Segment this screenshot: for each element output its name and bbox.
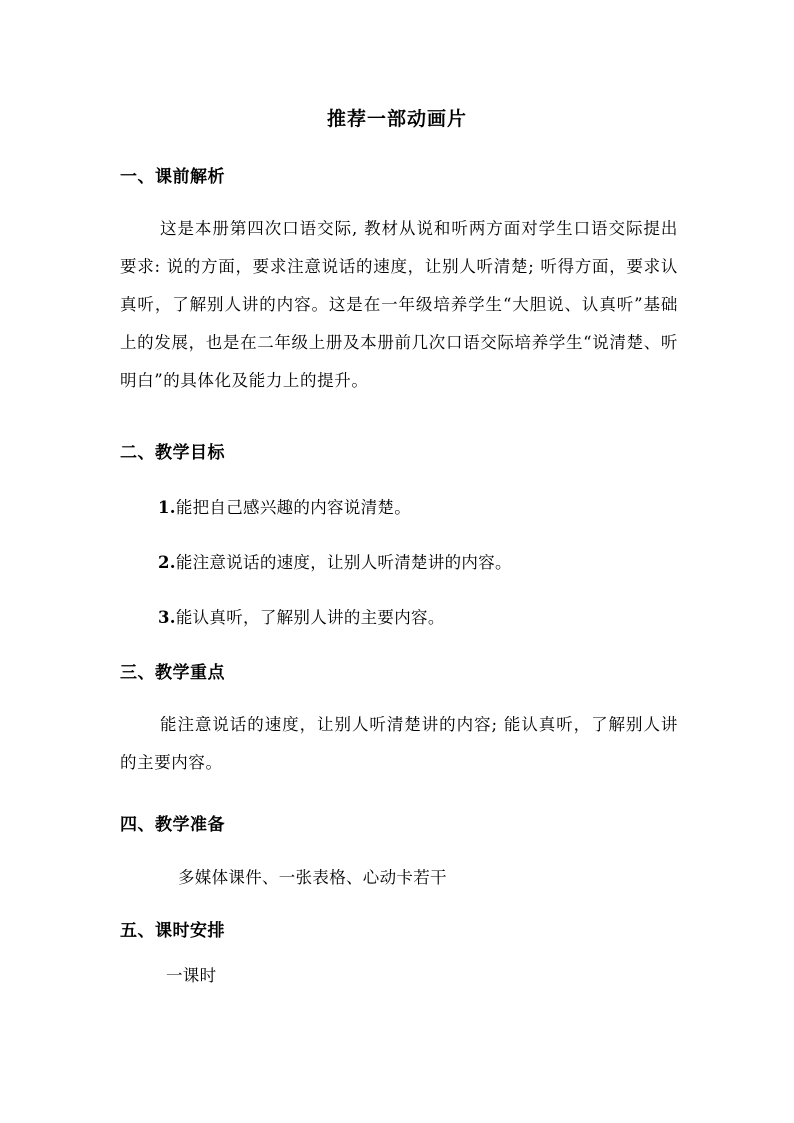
goal-item-text: 能认真听，了解别人讲的主要内容。 <box>175 608 445 627</box>
goal-item-text: 能注意说话的速度，让别人听清楚讲的内容。 <box>175 553 512 572</box>
section-heading-analysis: 一、课前解析 <box>120 167 225 187</box>
preparation-text: 多媒体课件、一张表格、心动卡若干 <box>178 868 447 887</box>
goal-item-number: 3. <box>158 608 176 627</box>
section-paragraph-analysis: 这是本册第四次口语交际, 教材从说和听两方面对学生口语交际提出要求: 说的方面，要求注意说话的速度，让别人听清楚; 听得方面，要求认真听，了解别人讲的内容。这是在一年级培养学生“大胆说、认真听”基础上的发展，也是在二年级上册及本册前几次口语交际培养学生“说清楚、听明白”的具体化及能力上的提升。 <box>120 219 678 390</box>
section-heading-preparation: 四、教学准备 <box>120 815 225 835</box>
section-heading-schedule: 五、课时安排 <box>120 921 225 941</box>
goal-item-2 <box>158 549 512 573</box>
section-heading-focus: 三、教学重点 <box>120 663 225 683</box>
goal-item-1 <box>158 494 411 518</box>
section-paragraph-focus: 能注意说话的速度，让别人听清楚讲的内容; 能认真听，了解别人讲的主要内容。 <box>120 715 678 772</box>
goal-item-number: 1. <box>158 498 176 517</box>
goal-item-number: 2. <box>158 553 176 572</box>
section-heading-goals: 二、教学目标 <box>120 443 225 463</box>
goal-item-text: 能把自己感兴趣的内容说清楚。 <box>175 498 412 517</box>
goal-item-3 <box>158 604 445 628</box>
schedule-text: 一课时 <box>166 966 217 985</box>
document-title: 推荐一部动画片 <box>326 108 467 130</box>
